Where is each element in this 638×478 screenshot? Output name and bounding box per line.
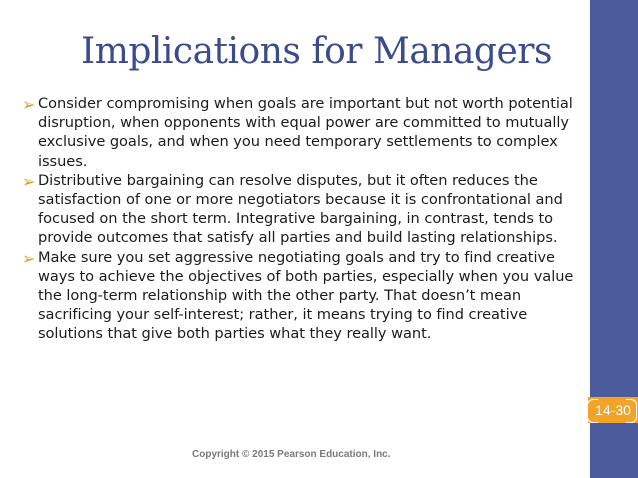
bullet-text: Distributive bargaining can resolve disputes, but it often reduces the satisfaction of one or more negotiators because it is confrontational and focused on the short term. Integrative bargaining, in contrast, tends to provide outcomes that satisfy all parties and build lasting relationships. bbox=[38, 171, 563, 247]
bullet-item bbox=[22, 94, 578, 171]
arrow-bullet-icon: ➢ bbox=[22, 95, 36, 114]
slide-title: Implications for Managers bbox=[81, 31, 552, 72]
arrow-bullet-icon: ➢ bbox=[22, 171, 36, 191]
bullet-text: Make sure you set aggressive negotiating goals and try to find creative ways to achieve the objectives of both parties, especially when you value the long-term relationship with the other party. That doesn’t mean sacrificing your self-interest; rather, it means trying to find creative solutions that give both parties what they really want. bbox=[38, 248, 574, 343]
bullet-list bbox=[22, 94, 578, 344]
bullet-item bbox=[22, 248, 578, 344]
bullet-item bbox=[22, 171, 578, 248]
page-number: 14-30 bbox=[595, 402, 631, 418]
bullet-text: Consider compromising when goals are important but not worth potential disruption, when opponents with equal power are committed to mutually exclusive goals, and when you need temporary settlements to complex issues. bbox=[38, 95, 573, 170]
arrow-bullet-icon: ➢ bbox=[22, 248, 36, 268]
page-number-tab bbox=[588, 397, 638, 423]
copyright-notice: Copyright © 2015 Pearson Education, Inc. bbox=[192, 449, 391, 460]
